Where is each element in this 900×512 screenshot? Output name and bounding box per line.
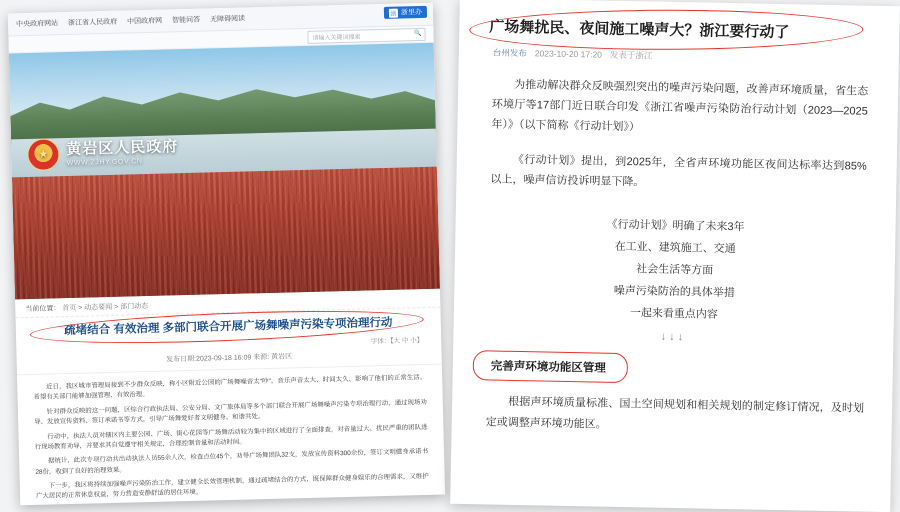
search-input[interactable] [307, 27, 425, 43]
wx-section-heading [479, 354, 618, 381]
topbar-link-4[interactable]: 无障碍阅读 [209, 15, 246, 24]
wechat-article-document [450, 0, 900, 512]
wx-paragraph: 为推动解决群众反映强烈突出的噪声污染问题，改善声环境质量，省生态环境厅等17部门近日联合印发《浙江省噪声污染防治行动计划（2023—2025年）》（以下简称《行动计划》） [491, 78, 869, 134]
red-rounded-annotation-section [473, 351, 629, 384]
article-title: 疏堵结合 有效治理 多部门联合开展广场舞噪声污染专项治理行动 [64, 316, 393, 338]
search-icon[interactable]: 🔍 [413, 30, 422, 37]
wx-center-line: 《行动计划》明确了未来3年 [606, 219, 745, 234]
article-paragraph: 针对群众反映的这一问题，区综合行政执法局、公安分局、文广旅体局等多个部门联合开展广场舞噪声污染专项治理行动，通过现场劝导、发放宣传资料、签订承诺书等方式，引导广场舞爱好者文明健身、和谐共处。 [34, 398, 427, 427]
search-placeholder: 请输入关键词搜索 [312, 34, 361, 42]
zhejiang-service-badge[interactable] [384, 6, 427, 19]
article-meta: 发布日期:2023-09-18 16:09 来源: 黄岩区 [16, 344, 441, 376]
national-emblem-icon [27, 138, 60, 171]
topbar-link-3[interactable]: 智能问答 [171, 16, 201, 25]
wx-article-title-wrap [459, 0, 900, 46]
zhejiang-badge-label: 浙里办 [400, 8, 423, 17]
article-paragraph: 下一步，我区将持续加强噪声污染防治工作，建立健全长效管理机制，通过疏堵结合的方式，既保障群众健身娱乐的合理需求，又维护广大居民的正常休息权益，努力营造安静舒适的居住环境。 [35, 473, 429, 501]
gov-website-document [8, 3, 445, 506]
zhejiang-mark-icon: 浙 [389, 8, 398, 17]
article-paragraph: 据统计，此次专项行动共出动执法人员55余人次，检查点位45个，劝导广场舞团队32支，发放宣传资料300余份，签订文明健身承诺书28份，收到了良好的治理效果。 [35, 448, 429, 476]
wx-timestamp: 2023-10-20 17:20 [534, 48, 603, 60]
breadcrumb: 当前位置： 首页 > 动态要闻 > 部门动态 [15, 289, 440, 319]
wx-center-line: 在工业、建筑施工、交通 [614, 241, 736, 256]
font-size-control[interactable]: 字体：【大 中 小】 [370, 337, 424, 346]
wx-section-heading-text: 完善声环境功能区管理 [490, 360, 606, 376]
wx-source[interactable]: 台州发布 [492, 47, 527, 58]
topbar-link-2[interactable]: 中国政府网 [127, 17, 163, 26]
wx-center-line: 社会生活等方面 [636, 263, 714, 278]
red-ellipse-annotation-headline [469, 9, 863, 50]
wx-article-tail [452, 387, 893, 440]
breadcrumb-item-2[interactable]: 部门动态 [120, 302, 149, 311]
hero-banner [9, 43, 440, 300]
topbar-link-1[interactable]: 浙江省人民政府 [68, 18, 118, 27]
breadcrumb-item-0[interactable]: 首页 [62, 304, 77, 313]
site-url: WWW.ZJHY.GOV.CN [66, 158, 143, 168]
wx-location: 发表于浙江 [609, 49, 653, 61]
site-logo [27, 135, 179, 171]
wx-article-body [456, 58, 898, 198]
wx-paragraph: 《行动计划》提出，到2025年，全省声环境功能区夜间达标率达到85%以上，噪声信访投诉明显下降。 [490, 153, 867, 189]
hero-red-field-shape [12, 167, 440, 300]
topbar-link-0[interactable]: 中央政府网站 [16, 20, 59, 29]
wx-centered-block [454, 211, 896, 329]
article-paragraph: 行动中，执法人员对辖区内主要公园、广场、街心花园等广场舞活动较为集中的区域进行了全面排查，对音量过大、扰民严重的团队进行现场教育劝导，并要求其自觉遵守相关规定，合理控制音量和活动时间。 [34, 423, 428, 451]
wx-center-line: 一起来看重点内容 [629, 307, 718, 322]
site-title: 黄岩区人民政府 [66, 138, 179, 158]
breadcrumb-label: 当前位置： [25, 305, 61, 314]
wx-paragraph: 根据声环境质量标准、国土空间规划和相关规划的制定修订情况，及时划定或调整声环境功能区。 [485, 396, 865, 431]
wx-down-arrows: ↓↓↓ [660, 331, 687, 344]
wx-center-line: 噪声污染防治的具体举措 [613, 285, 735, 300]
article-body [17, 365, 445, 506]
article-paragraph: 近日，我区城市管理局接到不少群众反映，称小区附近公园的广场舞噪音太"吵"，音乐声音太大、时间太久、影响了他们的正常生活。希望有关部门能够加强管理、有效治理。 [33, 374, 427, 402]
breadcrumb-item-1[interactable]: 动态要闻 [84, 303, 113, 312]
wx-article-title: 广场舞扰民、夜间施工噪声大？浙江要行动了 [489, 18, 790, 42]
